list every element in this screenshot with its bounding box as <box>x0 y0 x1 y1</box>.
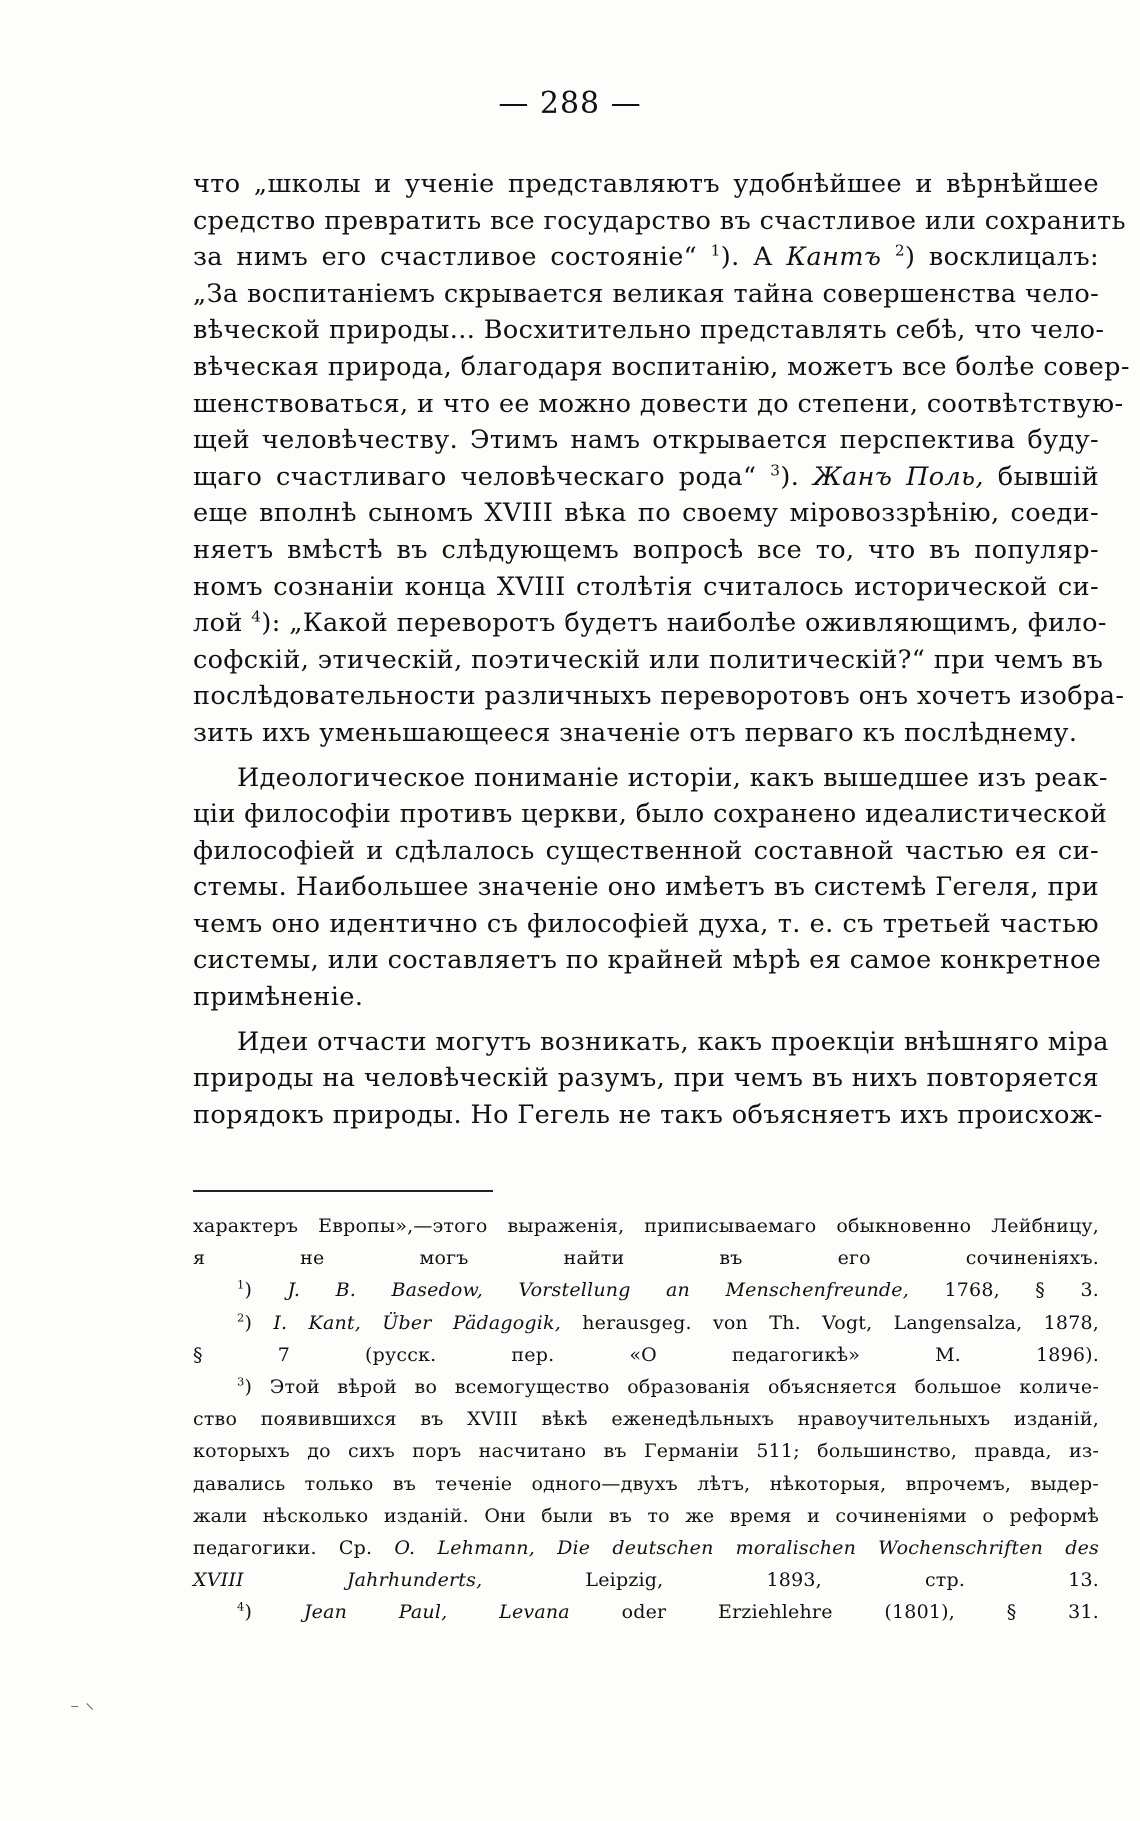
text-run: которыхъ до сихъ поръ насчитано въ Германіи 511; большинство, правда, из- <box>193 1440 1099 1463</box>
text-line <box>193 605 1107 642</box>
text-run: за нимъ его счастливое состояніе“ <box>193 242 711 273</box>
text-line <box>193 349 1130 386</box>
text-line <box>193 1024 1109 1061</box>
text-line <box>193 386 1124 423</box>
footnote-line <box>193 1210 1099 1242</box>
text-run: Leipzig, 1893, стр. 13. <box>482 1569 1100 1592</box>
footnote-line <box>193 1468 1099 1500</box>
text-run: характеръ Европы»,—этого выраженія, приписываемаго обыкновенно Лейбницу, <box>193 1215 1099 1237</box>
italic-name: Jean Paul, Levana <box>303 1601 570 1624</box>
text-run: herausgeg. von Th. Vogt, Langensalza, 1878, <box>560 1311 1100 1334</box>
footnote-line <box>193 1242 1099 1274</box>
paragraph <box>193 1024 1109 1134</box>
text-line <box>193 532 1099 569</box>
text-run: ) восклицалъ: <box>904 242 1099 273</box>
text-line <box>193 166 1099 203</box>
text-run: педагогики. Ср. <box>193 1537 395 1560</box>
text-run: чемъ оно идентично съ философіей духа, т. е. съ третьей частью <box>193 908 1099 939</box>
footnote <box>193 1371 1099 1596</box>
text-line <box>193 869 1099 906</box>
footnote-continuation <box>193 1210 1099 1274</box>
footnote <box>193 1307 1099 1371</box>
text-run: еще вполнѣ сыномъ XVIII вѣка по своему міровоззрѣнію, соеди- <box>193 498 1099 529</box>
text-line <box>193 276 1099 313</box>
paragraph <box>193 166 1130 752</box>
italic-name: Жанъ Поль, <box>813 461 984 492</box>
text-line <box>193 459 1099 496</box>
text-run: послѣдовательности различныхъ переворотовъ онъ хочетъ изобра- <box>193 681 1125 712</box>
text-run: шенствоваться, и что ее можно довести до степени, соотвѣтствую- <box>193 388 1124 419</box>
text-run: я не могъ найти въ его сочиненіяхъ. <box>193 1247 1099 1270</box>
footnote-line <box>193 1274 1099 1306</box>
text-line <box>193 760 1108 797</box>
text-run: oder Erziehlehre (1801), § 31. <box>569 1601 1099 1624</box>
text-run: щаго счастливаго человѣческаго рода“ <box>193 461 771 492</box>
text-run: порядокъ природы. Но Гегель не такъ объясняетъ ихъ происхож- <box>193 1099 1103 1130</box>
text-run: Идеологическое пониманіе исторіи, какъ вышедшее изъ реак- <box>237 762 1108 793</box>
footnote-line <box>193 1500 1099 1532</box>
footnote-marker: 4 <box>251 607 262 626</box>
text-run: примѣненіе. <box>193 982 364 1013</box>
footnote-line <box>193 1307 1099 1339</box>
text-run: ство появившихся въ XVIII вѣкѣ еженедѣльныхъ нравоучительныхъ изданій, <box>193 1408 1099 1431</box>
text-run: что „школы и ученіе представляютъ удобнѣйшее и вѣрнѣйшее <box>193 169 1099 199</box>
text-run: „За воспитаніемъ скрывается великая тайна совершенства чело- <box>193 278 1100 309</box>
text-run: бывшій <box>983 461 1099 492</box>
text-run: зить ихъ уменьшающееся значеніе отъ перваго къ послѣднему. <box>193 717 1078 748</box>
text-line <box>193 569 1099 606</box>
text-run: средство превратить все государство въ счастливое или сохранить <box>193 205 1126 236</box>
footnote-marker: 3 <box>237 1374 245 1389</box>
main-text <box>193 166 1130 1141</box>
footnote-line <box>193 1371 1099 1403</box>
text-line <box>193 1060 1099 1097</box>
footnote-line <box>193 1435 1099 1467</box>
paragraph <box>193 760 1108 1016</box>
text-line <box>193 239 1099 276</box>
text-line <box>193 906 1099 943</box>
footnote-marker: 3 <box>770 461 781 480</box>
text-line <box>193 715 1099 752</box>
footnote-marker: 1 <box>237 1278 245 1293</box>
text-run: номъ сознаніи конца XVIII столѣтія считалось исторической си- <box>193 571 1099 602</box>
footnotes <box>193 1210 1099 1629</box>
text-line <box>193 942 1102 979</box>
footnote-marker: 4 <box>237 1600 245 1615</box>
italic-name: O. Lehmann, Die deutschen moralischen Wochenschriften des <box>394 1537 1100 1560</box>
text-run: природы на человѣческій разумъ, при чемъ въ нихъ повторяется <box>193 1063 1099 1094</box>
text-line <box>193 203 1126 240</box>
text-run: системы, или составляетъ по крайней мѣрѣ ея самое конкретное <box>193 945 1102 976</box>
text-run: лой <box>193 608 252 639</box>
footnote-line <box>193 1564 1099 1596</box>
text-run: ) <box>244 1311 274 1334</box>
text-run: ) Этой вѣрой во всемогущество образованія объясняется большое количе- <box>244 1376 1099 1399</box>
text-run: ) <box>244 1279 288 1302</box>
text-run: ) <box>244 1601 304 1624</box>
text-run: щей человѣчеству. Этимъ намъ открывается перспектива буду- <box>193 425 1099 456</box>
text-line <box>193 833 1099 870</box>
text-line <box>193 312 1105 349</box>
text-run: давались только въ теченіе одного—двухъ лѣтъ, нѣкоторыя, впрочемъ, выдер- <box>193 1472 1099 1495</box>
text-line <box>193 422 1099 459</box>
footnote-line <box>193 1339 1099 1371</box>
footnote-marker: 2 <box>237 1310 245 1325</box>
text-run: Идеи отчасти могутъ возникать, какъ проекціи внѣшняго міра <box>237 1026 1109 1057</box>
footnote-line <box>193 1532 1099 1564</box>
text-line <box>193 796 1108 833</box>
text-line <box>193 642 1104 679</box>
text-run: няетъ вмѣстѣ въ слѣдующемъ вопросѣ все то, что въ популяр- <box>193 534 1099 565</box>
page-number: — 288 — <box>498 86 642 121</box>
italic-name: I. Kant, Über Pädagogik, <box>273 1311 561 1334</box>
text-run <box>881 242 895 272</box>
footnote <box>193 1596 1099 1628</box>
footnote <box>193 1274 1099 1306</box>
footnote-marker: 2 <box>894 241 905 260</box>
text-run: жали нѣсколько изданій. Они были въ то же время и сочиненіями о реформѣ <box>193 1504 1099 1527</box>
text-run: ). <box>780 461 814 492</box>
italic-name: J. B. Basedow, Vorstellung an Menschenfreunde, <box>287 1279 909 1302</box>
text-run: вѣческая природа, благодаря воспитанію, можетъ все болѣе совер- <box>193 351 1130 382</box>
text-run: ціи философіи противъ церкви, было сохранено идеалистической <box>193 799 1108 830</box>
footnote-line <box>193 1596 1099 1628</box>
text-line <box>193 979 1099 1016</box>
italic-name: Кантъ <box>786 242 882 273</box>
footnote-marker: 1 <box>710 241 721 260</box>
text-line <box>193 495 1099 532</box>
text-run: 1768, § 3. <box>908 1279 1099 1302</box>
text-run: ). А <box>720 242 787 273</box>
scan-speck: ⁻ ⸌ <box>70 1700 95 1721</box>
text-run: вѣческой природы... Восхитительно представлять себѣ, что чело- <box>193 315 1105 346</box>
text-run: § 7 (русск. пер. «О педагогикѣ» М. 1896). <box>193 1343 1099 1366</box>
text-run: ): „Какой переворотъ будетъ наиболѣе оживляющимъ, фило- <box>261 608 1107 639</box>
italic-name: XVIII Jahrhunderts, <box>193 1569 483 1592</box>
footnote-line <box>193 1403 1099 1435</box>
text-run: софскій, этическій, поэтическій или политическій?“ при чемъ въ <box>193 644 1104 675</box>
text-run: стемы. Наибольшее значеніе оно имѣетъ въ системѣ Гегеля, при <box>193 872 1099 903</box>
text-run: философіей и сдѣлалось существенной составной частью ея си- <box>193 835 1099 866</box>
footnote-divider <box>193 1190 493 1192</box>
text-line <box>193 1097 1103 1134</box>
text-line <box>193 678 1125 715</box>
